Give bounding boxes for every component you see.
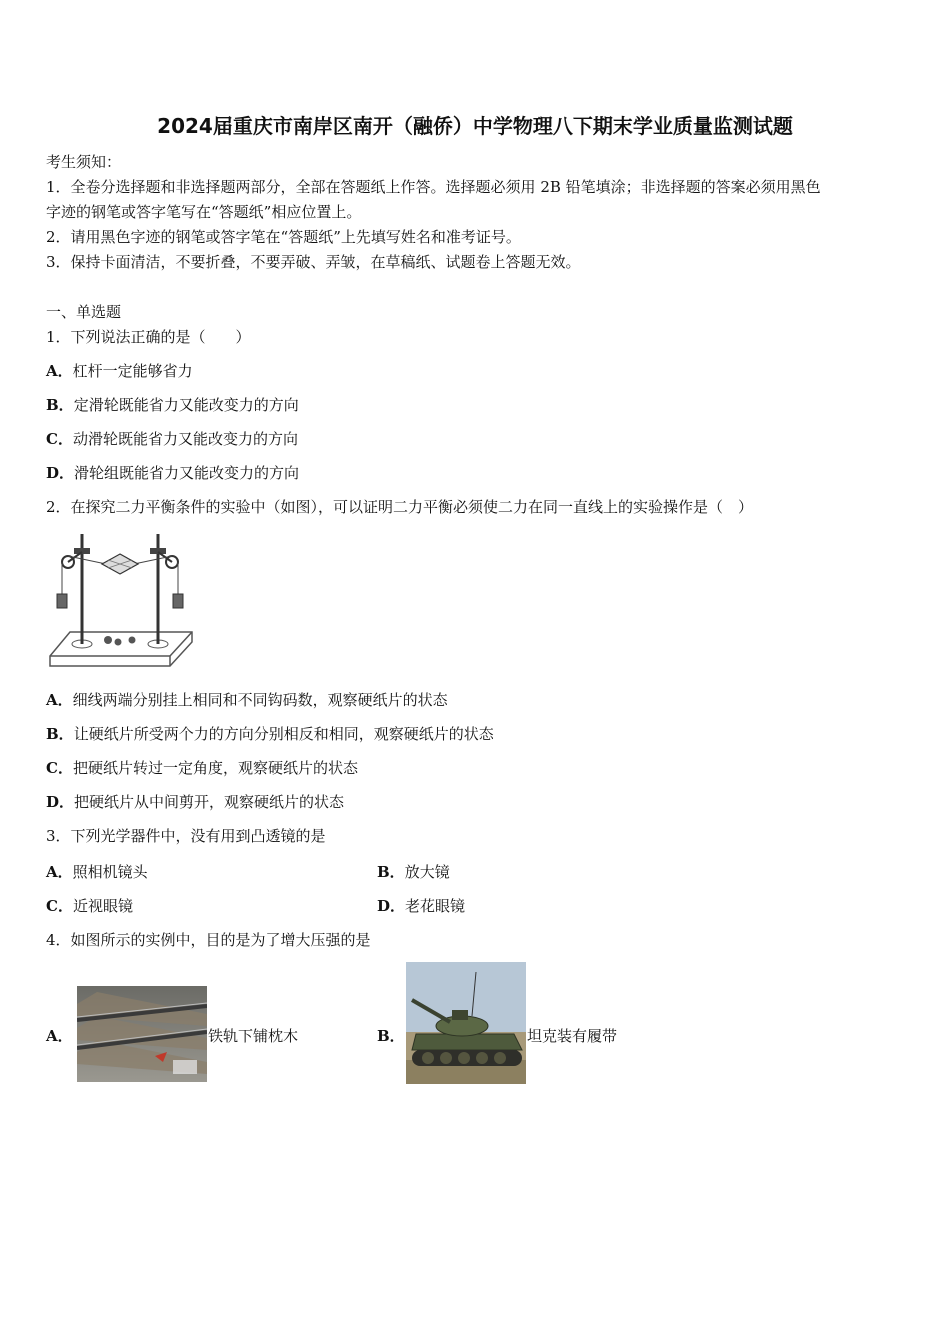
q2-stem: 2．在探究二力平衡条件的实验中（如图），可以证明二力平衡必须使二力在同一直线上的实验操作是（ ） xyxy=(46,498,754,516)
q2-option-b xyxy=(46,724,494,744)
notice-line-1b: 字迹的钢笔或答字笔写在“答题纸”相应位置上。 xyxy=(46,203,362,221)
option-text: 细线两端分别挂上相同和不同钩码数，观察硬纸片的状态 xyxy=(72,691,448,709)
option-text: 杠杆一定能够省力 xyxy=(72,362,193,380)
option-label: C． xyxy=(46,430,73,448)
option-label: C． xyxy=(46,759,73,777)
q4-stem: 4．如图所示的实例中，目的是为了增大压强的是 xyxy=(46,931,371,949)
option-label: A． xyxy=(46,362,73,380)
q4-option-b-text: 坦克装有履带 xyxy=(527,1027,618,1045)
option-label: B． xyxy=(46,396,74,414)
q2-option-a xyxy=(46,690,448,710)
q2-option-c xyxy=(46,758,358,778)
q3-stem: 3．下列光学器件中，没有用到凸透镜的是 xyxy=(46,827,326,845)
q4-option-b-label: B． xyxy=(377,1027,405,1045)
option-text: 滑轮组既能省力又能改变力的方向 xyxy=(74,464,300,482)
q3-option-d xyxy=(377,896,465,916)
q1-option-d xyxy=(46,463,299,483)
option-text: 动滑轮既能省力又能改变力的方向 xyxy=(72,430,298,448)
notice-line-3: 3．保持卡面清洁，不要折叠，不要弄破、弄皱，在草稿纸、试题卷上答题无效。 xyxy=(46,253,581,271)
option-text: 让硬纸片所受两个力的方向分别相反和相同，观察硬纸片的状态 xyxy=(73,725,494,743)
notice-line-2: 2．请用黑色字迹的钢笔或答字笔在“答题纸”上先填写姓名和准考证号。 xyxy=(46,228,521,246)
section-heading: 一、单选题 xyxy=(46,303,122,321)
q4-option-a-label: A． xyxy=(46,1027,73,1045)
option-label: B． xyxy=(46,725,74,743)
option-text: 把硬纸片从中间剪开，观察硬纸片的状态 xyxy=(74,793,345,811)
two-force-balance-apparatus-figure xyxy=(46,528,196,670)
option-label: C． xyxy=(46,897,73,915)
option-text: 放大镜 xyxy=(404,863,450,881)
option-text: 定滑轮既能省力又能改变力的方向 xyxy=(73,396,299,414)
q1-stem: 1．下列说法正确的是（ ） xyxy=(46,328,251,346)
q2-option-d xyxy=(46,792,344,812)
option-label: D． xyxy=(377,897,406,915)
q3-option-b xyxy=(377,862,450,882)
page-title: 2024届重庆市南岸区南开（融侨）中学物理八下期末学业质量监测试题 xyxy=(157,114,793,138)
option-text: 把硬纸片转过一定角度，观察硬纸片的状态 xyxy=(72,759,358,777)
q3-option-a xyxy=(46,862,148,882)
option-text: 近视眼镜 xyxy=(72,897,133,915)
option-label: A． xyxy=(46,691,73,709)
q1-option-a xyxy=(46,361,193,381)
notice-heading: 考生须知： xyxy=(46,153,122,171)
option-label: D． xyxy=(46,464,75,482)
option-label: D． xyxy=(46,793,75,811)
option-text: 照相机镜头 xyxy=(72,863,148,881)
tank-photo xyxy=(406,962,526,1084)
notice-line-1a: 1．全卷分选择题和非选择题两部分，全部在答题纸上作答。选择题必须用 2B 铅笔填涂；非选择题的答案必须用黑色 xyxy=(46,178,821,196)
option-label: A． xyxy=(46,863,73,881)
q1-option-b xyxy=(46,395,299,415)
option-text: 老花眼镜 xyxy=(405,897,466,915)
q1-option-c xyxy=(46,429,298,449)
option-label: B． xyxy=(377,863,405,881)
railway-sleepers-photo xyxy=(77,986,207,1082)
q3-option-c xyxy=(46,896,133,916)
q4-option-a-text: 铁轨下铺枕木 xyxy=(208,1027,299,1045)
